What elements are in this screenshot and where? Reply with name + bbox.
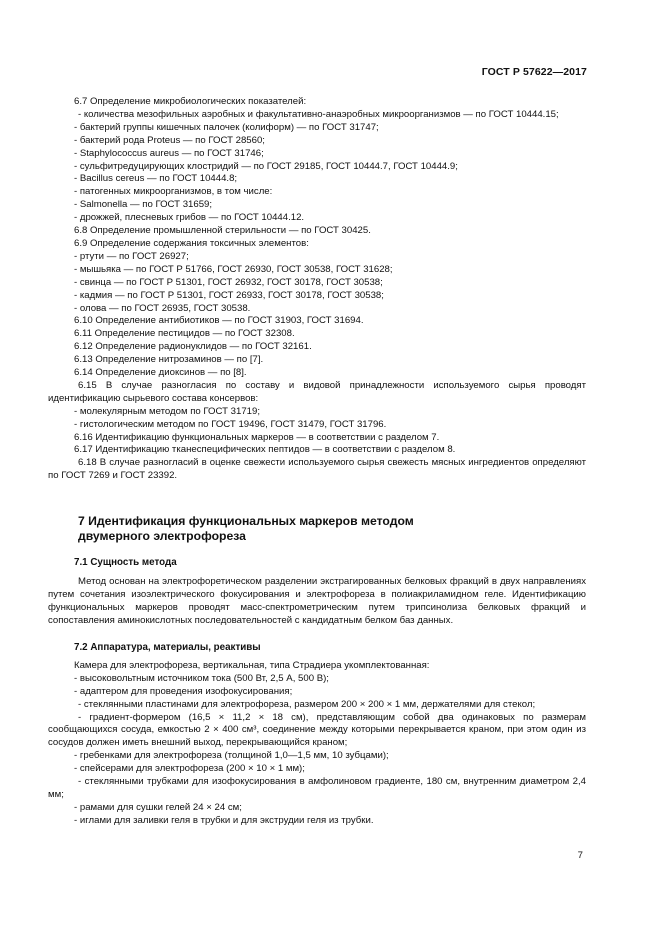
text-line: - кадмия — по ГОСТ Р 51301, ГОСТ 26933, ГОСТ 30178, ГОСТ 30538; [74, 289, 384, 301]
subsection-7-1 [48, 557, 586, 628]
text-line: - бактерий рода Proteus — по ГОСТ 28560; [74, 134, 265, 146]
text-line: 6.17 Идентификацию тканеспецифических пептидов — в соответствии с разделом 8. [74, 444, 456, 456]
standard-code-header: ГОСТ Р 57622—2017 [481, 66, 587, 78]
subsection-7-2-list [48, 660, 586, 828]
text-line: - бактерий группы кишечных палочек (колиформ) — по ГОСТ 31747; [74, 121, 379, 133]
text-line: - мышьяка — по ГОСТ Р 51766, ГОСТ 26930, ГОСТ 30538, ГОСТ 31628; [74, 263, 393, 275]
text-line: - рамами для сушки гелей 24 × 24 см; [74, 801, 242, 813]
text-line: - Staphylococcus aureus — по ГОСТ 31746; [74, 147, 264, 159]
subsection-7-2-heading: 7.2 Аппаратура, материалы, реактивы [74, 642, 261, 653]
text-line: Камера для электрофореза, вертикальная, типа Страдиера укомплектованная: [74, 659, 430, 671]
section-7-title-line-2: двумерного электрофореза [78, 529, 246, 543]
section-6-continued [48, 96, 586, 483]
text-line: - свинца — по ГОСТ Р 51301, ГОСТ 26932, ГОСТ 30178, ГОСТ 30538; [74, 276, 383, 288]
text-line: - ртути — по ГОСТ 26927; [74, 250, 189, 262]
text-line: - сульфитредуцирующих клостридий — по ГОСТ 29185, ГОСТ 10444.7, ГОСТ 10444.9; [74, 160, 458, 172]
text-line: 6.13 Определение нитрозаминов — по [7]. [74, 354, 264, 366]
page-number: 7 [577, 850, 583, 861]
text-line: - гистологическим методом по ГОСТ 19496, ГОСТ 31479, ГОСТ 31796. [74, 418, 387, 430]
subsection-7-2 [48, 642, 586, 828]
text-line: 6.7 Определение микробиологических показателей: [74, 96, 307, 107]
subsection-7-1-heading: 7.1 Сущность метода [74, 557, 177, 568]
text-line: 6.9 Определение содержания токсичных элементов: [74, 237, 309, 249]
text-line: 6.11 Определение пестицидов — по ГОСТ 32308. [74, 328, 295, 340]
text-line: 6.12 Определение радионуклидов — по ГОСТ 32161. [74, 341, 312, 353]
text-line: - адаптером для проведения изофокусирования; [74, 685, 293, 697]
text-line: 6.18 В случае разногласий в оценке свежести используемого сырья свежесть мясных ингредиентов определяют по ГОСТ 7269 и ГОСТ 23392. [48, 457, 586, 482]
text-line: - патогенных микроорганизмов, в том числе: [74, 186, 273, 198]
text-line: 6.8 Определение промышленной стерильности — по ГОСТ 30425. [74, 225, 371, 237]
subsection-7-1-text: Метод основан на электрофоретическом разделении экстрагированных белковых фракций в двух направлениях путем сочетания изоэлектрического фокусирования и электрофореза в полиакриламидном геле. Идентификацию функциональных маркеров проводят масс-спектрометрическим путем трипсинолиза белковых фракций и сопоставления аминокислотных последовательностей с кандидатным белком баз данных. [48, 575, 586, 626]
text-line: - высоковольтным источником тока (500 Вт, 2,5 А, 500 В); [74, 672, 329, 684]
text-line: - стеклянными трубками для изофокусирования в амфолиновом градиенте, 180 см, внутренним диаметром 2,4 мм; [48, 776, 586, 800]
text-line: 6.10 Определение антибиотиков — по ГОСТ 31903, ГОСТ 31694. [74, 315, 364, 327]
text-line: 6.15 В случае разногласия по составу и видовой принадлежности используемого сырья проводят идентификацию сырьевого состава консервов: [48, 379, 586, 404]
text-line: - количества мезофильных аэробных и факультативно-анаэробных микроорганизмов — по ГОСТ 10444.15; [78, 108, 559, 120]
text-line: - Bacillus cereus — по ГОСТ 10444.8; [74, 173, 238, 185]
text-line: - олова — по ГОСТ 26935, ГОСТ 30538. [74, 302, 251, 314]
text-line: - спейсерами для электрофореза (200 × 10 × 1 мм); [74, 763, 305, 775]
text-line: 6.14 Определение диоксинов — по [8]. [74, 367, 247, 379]
text-line: 6.16 Идентификацию функциональных маркеров — в соответствии с разделом 7. [74, 431, 440, 443]
text-line: - стеклянными пластинами для электрофореза, размером 200 × 200 × 1 мм, держателями для стекол; [78, 698, 536, 710]
text-line: - Salmonella — по ГОСТ 31659; [74, 199, 213, 211]
section-7-title [78, 514, 578, 544]
text-line: - молекулярным методом по ГОСТ 31719; [74, 405, 260, 417]
text-line: - дрожжей, плесневых грибов — по ГОСТ 10444.12. [74, 212, 305, 224]
text-line: - иглами для заливки геля в трубки и для экструдии геля из трубки. [74, 814, 374, 826]
text-line: - градиент-формером (16,5 × 11,2 × 18 см), представляющим собой два одинаковых по размерам сообщающихся сосуда, емкостью 2 × 400 см³, соединение между которыми перекрывается краном, при этом один из сосудов должен иметь внешний выход, перекрывающийся краном; [48, 711, 586, 749]
section-7-title-line-1: 7 Идентификация функциональных маркеров методом [78, 514, 414, 528]
text-line: - гребенками для электрофореза (толщиной 1,0—1,5 мм, 10 зубцами); [74, 750, 389, 762]
